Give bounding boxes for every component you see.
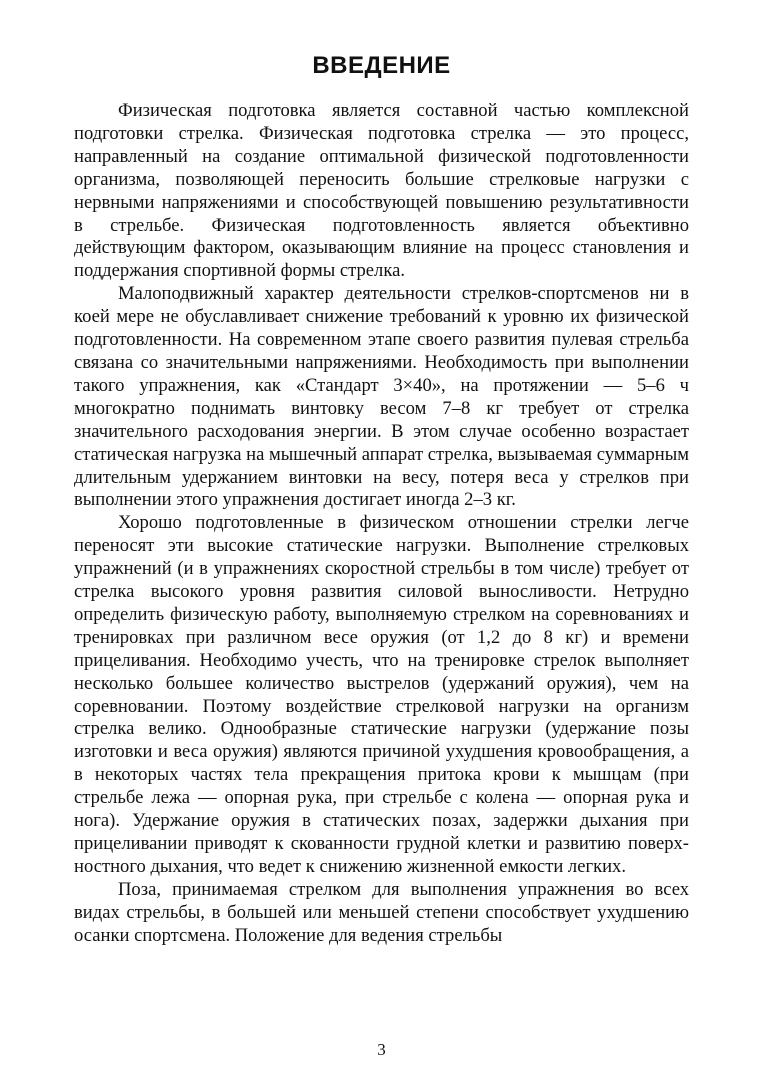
- body-text: [74, 100, 689, 948]
- page-number: 3: [377, 1040, 386, 1059]
- page-title: ВВЕДЕНИЕ: [312, 52, 451, 79]
- paragraph-2: Малоподвижный характер деятельности стрелков-спортсменов ни в коей мере не обуславливает снижение требований к уровню их физической подготовленности. На современном этапе своего развития пулевая стрельба связана со значительными напряжениями. Необходимость при выполнении такого упражнения, как «Стандарт 3×40», на протяжении — 5–6 ч многократно поднимать винтовку весом 7–8 кг требует от стрелка значительного расходования энергии. В этом случае особенно возрастает статическая нагрузка на мышечный аппарат стрелка, вызываемая суммарным длительным удержанием винтовки на весу, потеря веса у стрелков при выполнении этого упражнения достигает иногда 2–3 кг.: [74, 283, 689, 511]
- paragraph-1: Физическая подготовка является составной частью комплексной подготовки стрелка. Физическая подготовка стрелка — это процесс, направленный на создание оптимальной физической подготовленности организма, позволяющей переносить большие стрелковые нагрузки с нервными напряжениями и способствующей повышению результативности в стрельбе. Физическая подготовленность является объективно действующим фактором, оказывающим влияние на процесс становления и поддержания спортивной формы стрелка.: [74, 100, 689, 282]
- paragraph-4: Поза, принимаемая стрелком для выполнения упражнения во всех видах стрельбы, в большей или меньшей степени способствует ухудшению осанки спортсмена. Положение для ведения стрельбы: [74, 878, 689, 946]
- paragraph-3: Хорошо подготовленные в физическом отношении стрелки легче переносят эти высокие статические нагрузки. Выполнение стрелковых упражнений (и в упражнениях скоростной стрельбы в том числе) требует от стрелка высокого уровня развития силовой выносливости. Нетрудно определить физическую работу, выполняемую стрелком на соревнованиях и тренировках при различном весе оружия (от 1,2 до 8 кг) и времени прицеливания. Необходимо учесть, что на тренировке стрелок выполняет несколько большее количество выстрелов (удержаний оружия), чем на соревновании. Поэтому воздействие стрелковой нагрузки на организм стрелка велико. Однообразные статические нагрузки (удержание позы изготовки и веса оружия) являются причиной ухудшения кровообращения, а в некоторых частях тела прекращения притока крови к мышцам (при стрельбе лежа — опорная рука, при стрельбе с колена — опорная рука и нога). Удержание оружия в статических позах, задержки дыхания при прицеливании приводят к скованности грудной клетки и развитию поверхностного дыхания, что ведет к снижению жизненной емкости легких.: [74, 512, 689, 877]
